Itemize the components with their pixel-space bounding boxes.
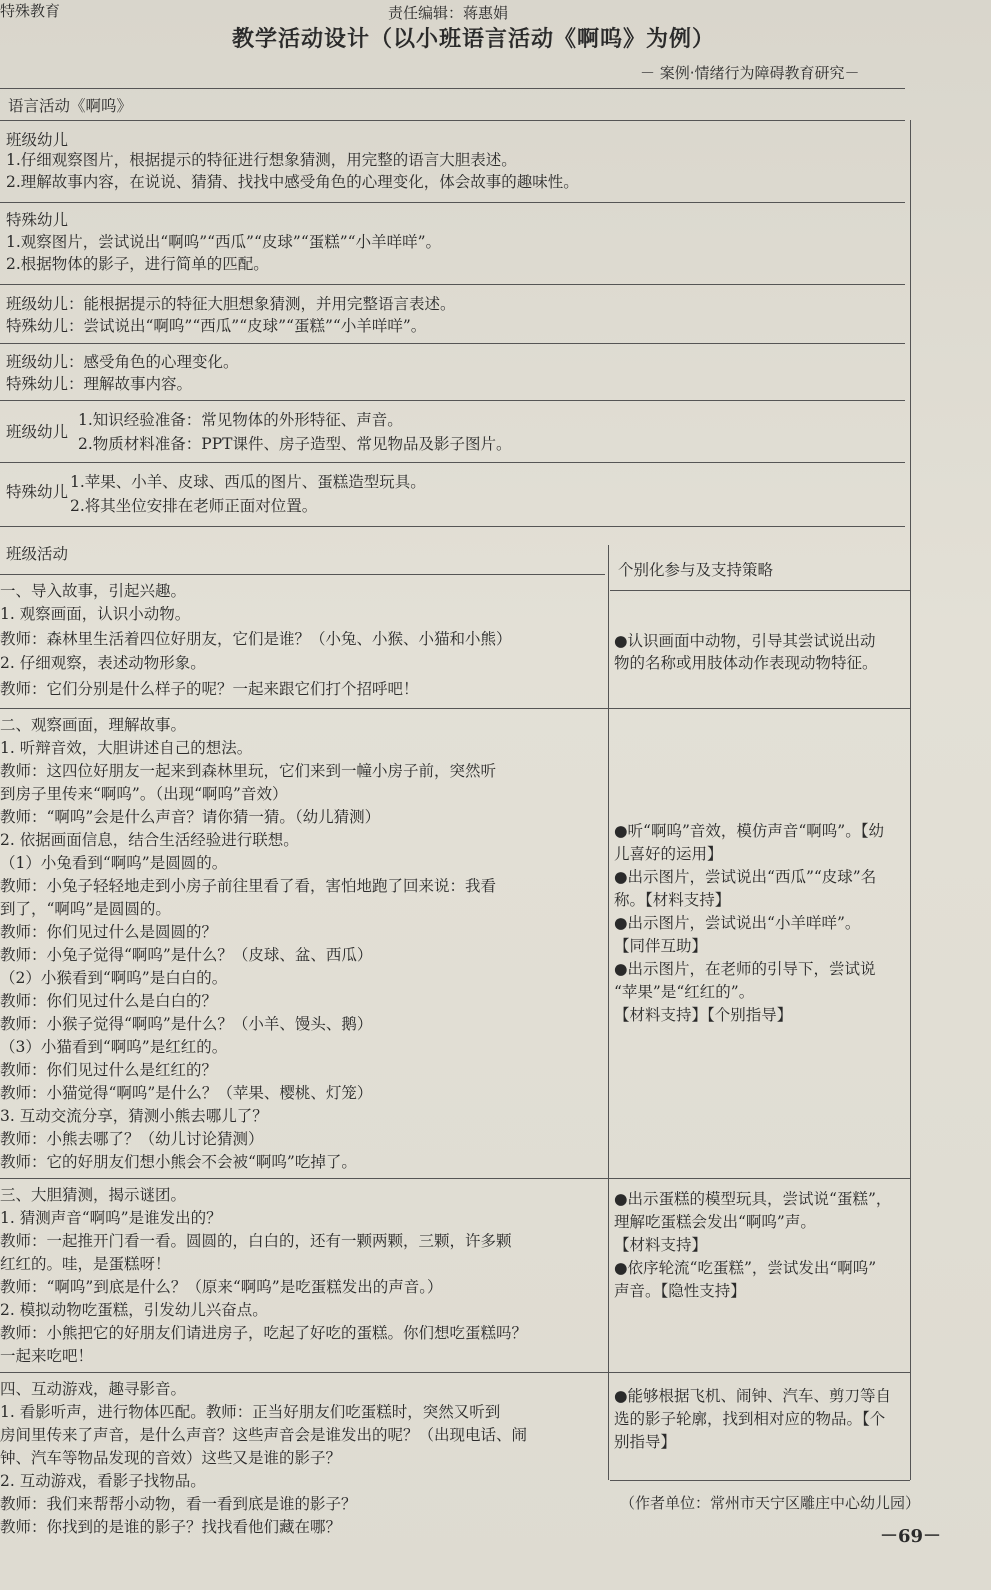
support-line: 【材料支持】【个别指导】 (614, 1006, 793, 1024)
support-line: 别指导】 (614, 1433, 677, 1451)
divider (610, 590, 910, 591)
divider (0, 284, 905, 285)
divider (0, 120, 905, 121)
key-point: 特殊幼儿：尝试说出“啊呜”“西瓜”“皮球”“蛋糕”“小羊咩咩”。 (6, 317, 427, 335)
author-affiliation: （作者单位：常州市天宁区雕庄中心幼儿园） (620, 1494, 921, 1512)
process-line: 钟、汽车等物品发现的音效）这些又是谁的影子？ (0, 1449, 342, 1467)
process-line: （1）小兔看到“啊呜”是圆圆的。 (0, 854, 228, 872)
support-line: 声音。【隐性支持】 (614, 1282, 746, 1300)
support-line: ●出示图片，尝试说出“小羊咩咩”。 (614, 914, 861, 932)
support-line: ●听“啊呜”音效，模仿声音“啊呜”。【幼 (614, 822, 884, 840)
support-line: 理解吃蛋糕会发出“啊呜”声。 (614, 1213, 816, 1231)
process-line: 教师：小猫觉得“啊呜”是什么？（苹果、樱桃、灯笼） (0, 1084, 373, 1102)
process-line: 2. 互动游戏，看影子找物品。 (0, 1472, 206, 1490)
support-line: “苹果”是“红红的”。 (614, 983, 755, 1001)
process-line: 教师：小猴子觉得“啊呜”是什么？（小羊、馒头、鹅） (0, 1015, 373, 1033)
process-header-left: 班级活动 (6, 545, 69, 563)
prep-class-label: 班级幼儿 (6, 423, 69, 441)
divider (610, 1480, 910, 1481)
table-right-border (910, 120, 911, 1480)
prep-item: 2.将其坐位安排在老师正面对位置。 (70, 497, 318, 515)
process-line: 教师：“啊呜”会是什么声音？请你猜一猜。（幼儿猜测） (0, 808, 381, 826)
divider (0, 1178, 910, 1179)
process-line: 教师：你找到的是谁的影子？找找看他们藏在哪？ (0, 1518, 342, 1536)
process-line: （2）小猴看到“啊呜”是白白的。 (0, 969, 228, 987)
prep-item: 1.苹果、小羊、皮球、西瓜的图片、蛋糕造型玩具。 (70, 473, 426, 491)
process-line: 1. 看影听声，进行物体匹配。教师：正当好朋友们吃蛋糕时，突然又听到 (0, 1403, 501, 1421)
journal-section-label: 特殊教育 (0, 2, 61, 20)
process-line: 3. 互动交流分享，猜测小熊去哪儿了？ (0, 1107, 268, 1125)
goal-item: 2.根据物体的影子，进行简单的匹配。 (6, 255, 269, 273)
process-line: 二、观察画面，理解故事。 (0, 716, 187, 734)
column-label: － 案例·情绪行为障碍教育研究－ (640, 64, 860, 82)
divider (0, 1372, 910, 1373)
process-line: 三、大胆猜测，揭示谜团。 (0, 1186, 187, 1204)
difficulty-point: 特殊幼儿：理解故事内容。 (6, 375, 193, 393)
process-line: 教师：“啊呜”到底是什么？（原来“啊呜”是吃蛋糕发出的声音。） (0, 1278, 443, 1296)
support-line: ●依序轮流“吃蛋糕”，尝试发出“啊呜” (614, 1259, 877, 1277)
process-header-right: 个别化参与及支持策略 (618, 561, 774, 579)
support-line: ●出示图片，尝试说出“西瓜”“皮球”名 (614, 868, 877, 886)
divider (0, 526, 905, 527)
process-line: 教师：森林里生活着四位好朋友，它们是谁？（小兔、小猴、小猫和小熊） (0, 630, 512, 648)
process-line: 教师：它的好朋友们想小熊会不会被“啊呜”吃掉了。 (0, 1153, 357, 1171)
support-line: ●认识画面中动物，引导其尝试说出动 (614, 632, 876, 650)
divider (0, 202, 905, 203)
process-line: 房间里传来了声音，是什么声音？这些声音会是谁发出的呢？（出现电话、闹 (0, 1426, 528, 1444)
process-line: 教师：一起推开门看一看。圆圆的，白白的，还有一颗两颗，三颗，许多颗 (0, 1232, 512, 1250)
process-line: 教师：你们见过什么是圆圆的？ (0, 923, 218, 941)
prep-special-label: 特殊幼儿 (6, 483, 69, 501)
divider (0, 574, 605, 575)
support-line: ●出示蛋糕的模型玩具，尝试说“蛋糕”， (614, 1190, 892, 1208)
process-line: 1. 猜测声音“啊呜”是谁发出的？ (0, 1209, 222, 1227)
divider (0, 343, 905, 344)
support-line: 物的名称或用肢体动作表现动物特征。 (614, 654, 878, 672)
process-line: 1. 听辩音效，大胆讲述自己的想法。 (0, 739, 253, 757)
column-divider (608, 545, 609, 1480)
page-number: －69－ (880, 1526, 942, 1547)
support-line: ●能够根据飞机、闹钟、汽车、剪刀等自 (614, 1387, 892, 1405)
support-line: 选的影子轮廓，找到相对应的物品。【个 (614, 1410, 886, 1428)
process-line: （3）小猫看到“啊呜”是红红的。 (0, 1038, 228, 1056)
key-point: 班级幼儿：能根据提示的特征大胆想象猜测，并用完整语言表述。 (6, 295, 456, 313)
support-line: 【材料支持】 (614, 1236, 708, 1254)
process-line: 教师：小兔子觉得“啊呜”是什么？（皮球、盆、西瓜） (0, 946, 373, 964)
process-line: 教师：你们见过什么是白白的？ (0, 992, 218, 1010)
divider (0, 400, 905, 401)
process-line: 教师：这四位好朋友一起来到森林里玩，它们来到一幢小房子前，突然听 (0, 762, 497, 780)
process-line: 到了，“啊呜”是圆圆的。 (0, 900, 171, 918)
divider (0, 708, 910, 709)
process-line: 到房子里传来“啊呜”。（出现“啊呜”音效） (0, 785, 288, 803)
process-line: 教师：小兔子轻轻地走到小房子前往里看了看，害怕地跑了回来说：我看 (0, 877, 497, 895)
process-line: 红红的。哇，是蛋糕呀！ (0, 1255, 171, 1273)
process-line: 一起来吃吧！ (0, 1347, 94, 1365)
process-line: 教师：我们来帮帮小动物，看一看到底是谁的影子？ (0, 1495, 357, 1513)
editor-credit: 责任编辑：蒋惠娟 (388, 4, 509, 22)
process-line: 教师：小熊把它的好朋友们请进房子，吃起了好吃的蛋糕。你们想吃蛋糕吗？ (0, 1324, 528, 1342)
support-line: 儿喜好的运用】 (614, 845, 723, 863)
support-line: 【同伴互助】 (614, 937, 708, 955)
support-line: ●出示图片，在老师的引导下，尝试说 (614, 960, 876, 978)
process-line: 2. 依据画面信息，结合生活经验进行联想。 (0, 831, 299, 849)
process-line: 一、导入故事，引起兴趣。 (0, 582, 187, 600)
process-line: 2. 仔细观察，表述动物形象。 (0, 654, 206, 672)
prep-item: 1.知识经验准备：常见物体的外形特征、声音。 (78, 411, 403, 429)
process-line: 教师：它们分别是什么样子的呢？一起来跟它们打个招呼吧！ (0, 680, 419, 698)
activity-name: 语言活动《啊呜》 (8, 97, 133, 115)
support-line: 称。【材料支持】 (614, 891, 731, 909)
process-line: 2. 模拟动物吃蛋糕，引发幼儿兴奋点。 (0, 1301, 268, 1319)
table-top-border (0, 88, 905, 89)
goals-class-label: 班级幼儿 (6, 131, 69, 149)
goal-item: 2.理解故事内容，在说说、猜猜、找找中感受角色的心理变化，体会故事的趣味性。 (6, 173, 579, 191)
page-title: 教学活动设计（以小班语言活动《啊呜》为例） (232, 27, 716, 52)
process-line: 1. 观察画面，认识小动物。 (0, 605, 191, 623)
goal-item: 1.观察图片，尝试说出“啊呜”“西瓜”“皮球”“蛋糕”“小羊咩咩”。 (6, 233, 442, 251)
prep-item: 2.物质材料准备：PPT课件、房子造型、常见物品及影子图片。 (78, 435, 512, 453)
difficulty-point: 班级幼儿：感受角色的心理变化。 (6, 353, 239, 371)
process-line: 教师：你们见过什么是红红的？ (0, 1061, 218, 1079)
goals-special-label: 特殊幼儿 (6, 211, 69, 229)
process-line: 教师：小熊去哪了？（幼儿讨论猜测） (0, 1130, 264, 1148)
process-line: 四、互动游戏，趣寻影音。 (0, 1380, 187, 1398)
divider (0, 462, 905, 463)
goal-item: 1.仔细观察图片，根据提示的特征进行想象猜测，用完整的语言大胆表述。 (6, 151, 517, 169)
